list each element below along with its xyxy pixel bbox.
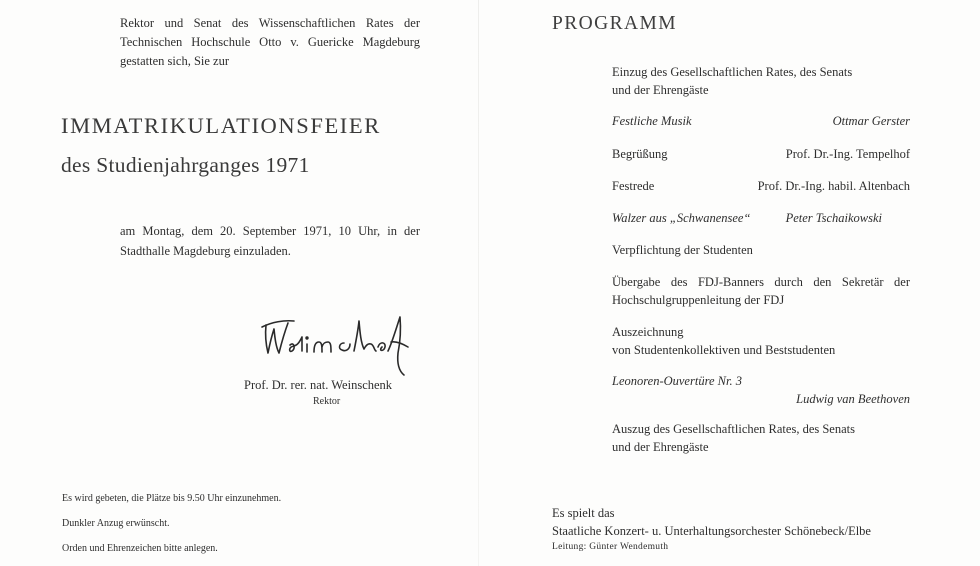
date-line: Stadthalle Magdeburg einzuladen. [120,244,291,258]
intro-line: Rektor und Senat des Wissenschaftlichen Rates der [120,16,420,30]
programme-heading: PROGRAMM [552,13,677,34]
item-line: Übergabe des FDJ-Banners durch den Sekretär der [612,275,910,289]
item-title: Leonoren-Ouvertüre Nr. 3 [612,374,742,388]
item-speaker: Prof. Dr.-Ing. Tempelhof [785,147,910,161]
programme-item-festive-music [612,112,910,130]
intro-line: gestatten sich, Sie zur [120,54,229,68]
programme-item-waltz [612,209,882,227]
conductor-credit: Leitung: Günter Wendemuth [552,542,669,552]
signature-icon [258,311,418,379]
programme-page [490,0,980,566]
programme-item-entrance [612,63,910,99]
note-dress-code: Dunkler Anzug erwünscht. [62,518,170,529]
orchestra-credit [552,504,871,540]
item-title: Festrede [612,179,655,193]
programme-item-welcome [612,145,910,163]
page-fold [478,0,479,566]
item-line: Einzug des Gesellschaftlichen Rates, des Senats [612,65,853,79]
event-title: IMMATRIKULATIONSFEIER [61,113,381,138]
item-title: Walzer aus „Schwanensee“ [612,211,751,225]
item-line: und der Ehrengäste [612,83,709,97]
signer-name: Prof. Dr. rer. nat. Weinschenk [244,378,393,392]
item-composer: Peter Tschaikowski [785,211,882,225]
item-composer: Ottmar Gerster [832,114,910,128]
item-line: und der Ehrengäste [612,440,709,454]
intro-line: Technischen Hochschule Otto v. Guericke Magdeburg [120,35,420,49]
event-subtitle: des Studienjahrganges 1971 [61,153,310,177]
item-line: Hochschulgruppenleitung der FDJ [612,293,785,307]
programme-item-exit [612,420,910,456]
item-line: Auszeichnung [612,325,684,339]
note-seating: Es wird gebeten, die Plätze bis 9.50 Uhr einzunehmen. [62,493,282,504]
item-line: Auszug des Gesellschaftlichen Rates, des Senats [612,422,855,436]
invitation-intro [120,14,420,71]
programme-item-overture [612,372,910,408]
item-speaker: Prof. Dr.-Ing. habil. Altenbach [757,179,910,193]
date-line: am Montag, dem 20. September 1971, 10 Uhr, in der [120,224,420,238]
programme-item-banner [612,273,910,309]
handwritten-signature [258,311,418,384]
programme-item-address [612,177,910,195]
item-title: Begrüßung [612,147,668,161]
item-title: Festliche Musik [612,114,692,128]
programme-item-pledge [612,241,910,259]
item-composer: Ludwig van Beethoven [796,392,910,406]
signer-role: Rektor [313,396,341,407]
orchestra-name: Staatliche Konzert- u. Unterhaltungsorchester Schönebeck/Elbe [552,524,871,538]
item-line: von Studentenkollektiven und Beststudenten [612,343,836,357]
note-decorations: Orden und Ehrenzeichen bitte anlegen. [62,543,218,554]
event-date [120,221,420,261]
item-title: Verpflichtung der Studenten [612,243,753,257]
invitation-page [0,0,470,566]
programme-item-awards [612,323,910,359]
orchestra-intro: Es spielt das [552,506,615,520]
